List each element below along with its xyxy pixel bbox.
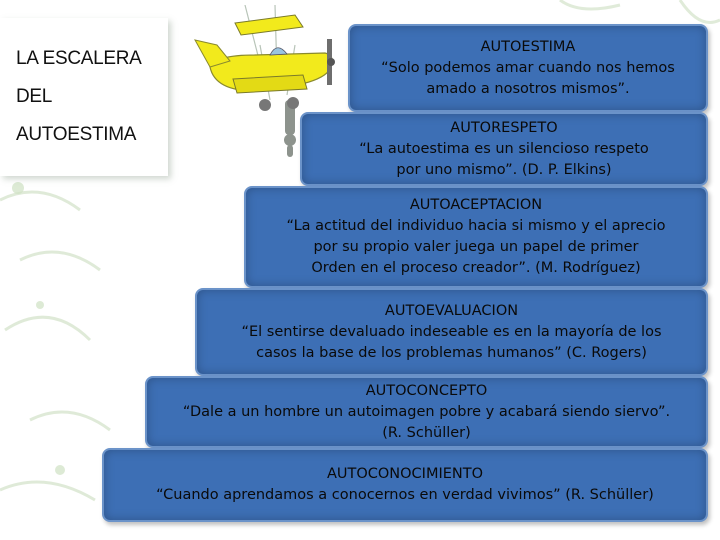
step-autoaceptacion (244, 186, 708, 288)
step-quote: “La autoestima es un silencioso respeto por uno mismo”. (D. P. Elkins) (359, 140, 649, 178)
step-quote: “Dale a un hombre un autoimagen pobre y acabará siendo siervo”. (R. Schüller) (182, 403, 671, 441)
step-quote: “Cuando aprendamos a conocernos en verdad vivimos” (R. Schüller) (156, 487, 654, 503)
title-line-1: LA ESCALERA (16, 48, 142, 69)
step-heading: AUTOCONOCIMIENTO (326, 466, 484, 482)
title-panel (0, 18, 168, 176)
step-autoconcepto (145, 376, 708, 448)
title-line-3: AUTOESTIMA (16, 124, 137, 145)
step-quote: “El sentirse devaluado indeseable es en la mayoría de los casos la base de los problemas humanos” (C. Rogers) (241, 323, 662, 361)
step-autoevaluacion (195, 288, 708, 376)
step-heading: AUTOEVALUACION (384, 302, 519, 319)
step-autorespeto (300, 112, 708, 186)
step-heading: AUTOESTIMA (480, 38, 576, 55)
step-quote: “La actitud del individuo hacia si mismo y el aprecio por su propio valer juega un papel de primer Orden en el proceso creador”. (M. Rodríguez) (286, 218, 666, 276)
step-quote: “Solo podemos amar cuando nos hemos amado a nosotros mismos”. (381, 59, 675, 97)
title-line-2: DEL (16, 86, 53, 107)
step-autoestima (348, 24, 708, 112)
step-autoconocimiento (102, 448, 708, 522)
step-heading: AUTOCONCEPTO (365, 382, 488, 399)
step-heading: AUTOACEPTACION (409, 197, 543, 213)
step-heading: AUTORESPETO (450, 119, 558, 136)
